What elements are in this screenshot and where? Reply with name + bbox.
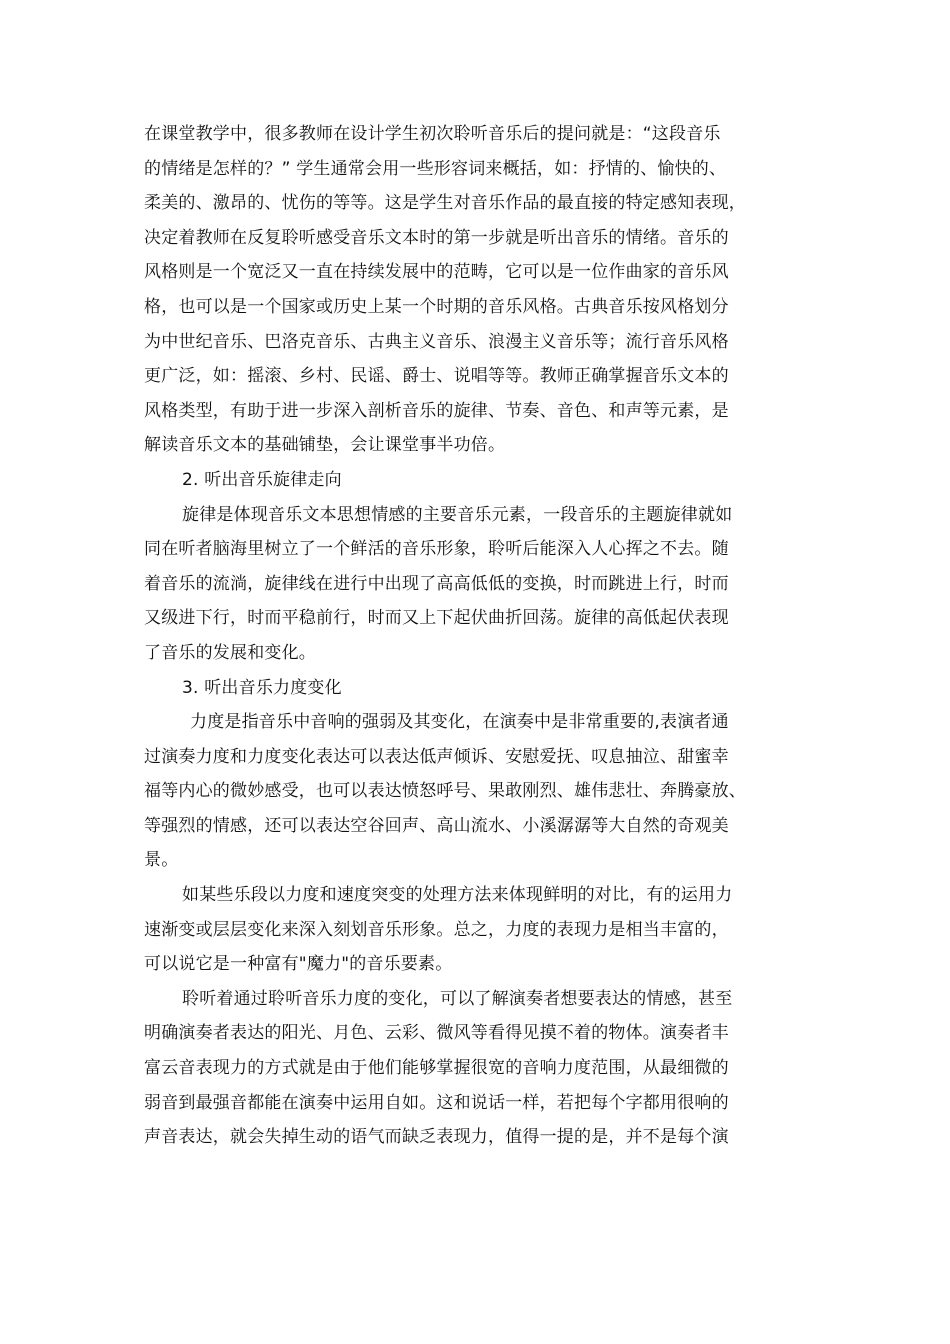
text-line: 风格类型，有助于进一步深入剖析音乐的旋律、节奏、音色、和声等元素，是 bbox=[144, 400, 729, 421]
text-line: 的情绪是怎样的？” 学生通常会用一些形容词来概括，如：抒情的、愉快的、 bbox=[144, 158, 727, 179]
text-line: 风格则是一个宽泛又一直在持续发展中的范畴，它可以是一位作曲家的音乐风 bbox=[144, 262, 729, 283]
text-line: 明确演奏者表达的阳光、月色、云彩、微风等看得见摸不着的物体。演奏者丰 bbox=[144, 1023, 729, 1044]
text-line: 福等内心的微妙感受，也可以表达愤怒呼号、果敢刚烈、雄伟悲壮、奔腾豪放、 bbox=[144, 781, 746, 802]
text-line: 力度是指音乐中音响的强弱及其变化，在演奏中是非常重要的,表演者通 bbox=[190, 712, 729, 733]
text-line: 景。 bbox=[144, 850, 179, 871]
section-heading: 2. 听出音乐旋律走向 bbox=[182, 469, 342, 490]
section-heading: 3. 听出音乐力度变化 bbox=[182, 677, 342, 698]
text-line: 过演奏力度和力度变化表达可以表达低声倾诉、安慰爱抚、叹息抽泣、甜蜜幸 bbox=[144, 746, 729, 767]
text-line: 旋律是体现音乐文本思想情感的主要音乐元素，一段音乐的主题旋律就如 bbox=[182, 504, 733, 525]
text-line: 弱音到最强音都能在演奏中运用自如。这和说话一样，若把每个字都用很响的 bbox=[144, 1092, 729, 1113]
document-body bbox=[144, 117, 824, 1155]
text-line: 可以说它是一种富有"魔力"的音乐要素。 bbox=[144, 954, 453, 975]
text-line: 同在听者脑海里树立了一个鲜活的音乐形象，聆听后能深入人心挥之不去。随 bbox=[144, 539, 729, 560]
text-line: 决定着教师在反复聆听感受音乐文本时的第一步就是听出音乐的情绪。音乐的 bbox=[144, 227, 729, 248]
text-line: 等强烈的情感，还可以表达空谷回声、高山流水、小溪潺潺等大自然的奇观美 bbox=[144, 815, 729, 836]
text-line: 为中世纪音乐、巴洛克音乐、古典主义音乐、浪漫主义音乐等；流行音乐风格 bbox=[144, 331, 729, 352]
text-line: 解读音乐文本的基础铺垫，会让课堂事半功倍。 bbox=[144, 435, 506, 456]
text-line: 在课堂教学中，很多教师在设计学生初次聆听音乐后的提问就是：“这段音乐 bbox=[144, 124, 721, 144]
text-line: 格，也可以是一个国家或历史上某一个时期的音乐风格。古典音乐按风格划分 bbox=[144, 296, 729, 317]
text-line: 了音乐的发展和变化。 bbox=[144, 642, 316, 663]
text-line: 如某些乐段以力度和速度突变的处理方法来体现鲜明的对比，有的运用力 bbox=[182, 885, 733, 906]
text-line: 着音乐的流淌，旋律线在进行中出现了高高低低的变换，时而跳进上行，时而 bbox=[144, 573, 729, 594]
text-line: 富云音表现力的方式就是由于他们能够掌握很宽的音响力度范围，从最细微的 bbox=[144, 1058, 729, 1079]
text-line: 聆听着通过聆听音乐力度的变化，可以了解演奏者想要表达的情感，甚至 bbox=[182, 988, 733, 1009]
text-line: 柔美的、激昂的、忧伤的等等。这是学生对音乐作品的最直接的特定感知表现， bbox=[144, 193, 746, 214]
text-line: 更广泛，如：摇滚、乡村、民谣、爵士、说唱等等。教师正确掌握音乐文本的 bbox=[144, 366, 729, 387]
text-line: 声音表达，就会失掉生动的语气而缺乏表现力，值得一提的是，并不是每个演 bbox=[144, 1127, 729, 1148]
text-line: 又级进下行，时而平稳前行，时而又上下起伏曲折回荡。旋律的高低起伏表现 bbox=[144, 608, 729, 629]
text-line: 速渐变或层层变化来深入刻划音乐形象。总之，力度的表现力是相当丰富的， bbox=[144, 919, 729, 940]
